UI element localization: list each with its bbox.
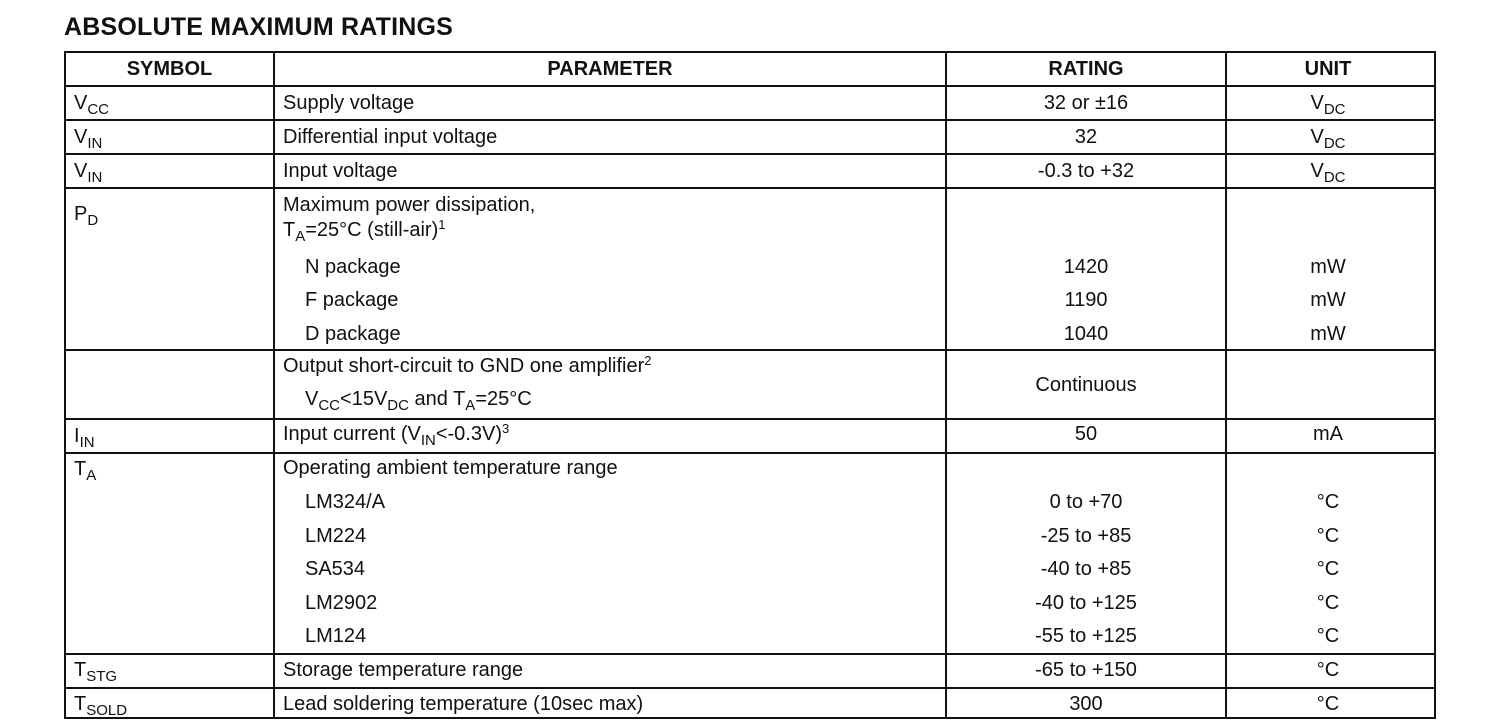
param-power-condition: $T_A=25^\circ C$ (still-air)$^1$ [283,217,446,245]
symbol-iin: $I_{IN}$ [74,425,95,451]
unit-device-temperature: °C [1316,525,1340,547]
rating-device-temperature: 0 to +70 [1049,491,1123,513]
unit-package: mW [1310,256,1346,278]
rating-package: 1190 [1064,289,1108,311]
rating-device-temperature: -55 to +125 [1035,625,1137,647]
symbol-ta: $T_A$ [74,458,97,484]
unit-supply-voltage: $V_{DC}$ [1310,92,1346,118]
row-divider [66,153,1434,155]
rating-supply-voltage: 32 or ±16 [1043,92,1129,114]
row-divider [66,687,1434,689]
symbol-tstg: $T_{STG}$ [74,659,118,685]
header-rating: RATING [1048,58,1124,80]
header-unit: UNIT [1304,58,1352,80]
header-parameter: PARAMETER [547,58,673,80]
rating-device-temperature: -25 to +85 [1040,525,1132,547]
symbol-vin: $V_{IN}$ [74,126,103,152]
unit-package: mW [1310,289,1346,311]
rating-input-voltage: -0.3 to +32 [1037,160,1135,182]
unit-input-current: mA [1313,423,1343,445]
row-divider [66,452,1434,454]
header-symbol: SYMBOL [126,58,213,80]
rating-output-short-circuit: Continuous [1035,374,1137,396]
param-max-power-dissipation: Maximum power dissipation, [283,194,536,216]
unit-device-temperature: °C [1316,491,1340,513]
param-operating-temperature: Operating ambient temperature range [283,457,618,479]
row-divider [66,119,1434,121]
param-device: SA534 [305,558,366,580]
symbol-tsold: $T_{SOLD}$ [74,693,128,719]
symbol-vcc: $V_{CC}$ [74,92,110,118]
param-package: D package [305,323,401,345]
param-short-circuit-condition: $V_{CC}<15V_{DC}$ and $T_A=25^\circ C$ [305,388,532,414]
rating-lead-soldering-temperature: 300 [1069,693,1103,715]
column-divider [1225,53,1227,717]
row-divider [66,653,1434,655]
unit-input-voltage: $V_{DC}$ [1310,160,1346,186]
unit-storage-temperature: °C [1316,659,1340,681]
param-output-short-circuit: Output short-circuit to GND one amplifier$^2$ [283,353,652,377]
rating-device-temperature: -40 to +85 [1040,558,1132,580]
rating-storage-temperature: -65 to +150 [1035,659,1137,681]
unit-lead-soldering-temperature: °C [1316,693,1340,715]
unit-device-temperature: °C [1316,625,1340,647]
rating-differential-input-voltage: 32 [1074,126,1098,148]
param-storage-temperature: Storage temperature range [283,659,524,681]
param-package: N package [305,256,401,278]
param-lead-soldering-temperature: Lead soldering temperature (10sec max) [283,693,644,715]
param-differential-input-voltage: Differential input voltage [283,126,498,148]
unit-device-temperature: °C [1316,558,1340,580]
param-device: LM224 [305,525,367,547]
unit-differential-input-voltage: $V_{DC}$ [1310,126,1346,152]
param-supply-voltage: Supply voltage [283,92,415,114]
column-divider [273,53,275,717]
rating-package: 1420 [1063,256,1109,278]
row-divider [66,85,1434,87]
param-device: LM124 [305,625,367,647]
rating-device-temperature: -40 to +125 [1035,592,1137,614]
param-device: LM324/A [305,491,386,513]
rating-package: 1040 [1063,323,1109,345]
symbol-vin: $V_{IN}$ [74,160,103,186]
param-package: F package [305,289,399,311]
row-divider [66,349,1434,351]
column-divider [945,53,947,717]
rating-input-current: 50 [1074,423,1098,445]
param-input-voltage: Input voltage [283,160,398,182]
unit-package: mW [1310,323,1346,345]
ratings-table [64,51,1436,719]
param-input-current: Input current $(V_{IN}<-0.3V)^3$ [283,421,510,449]
symbol-pd: $P_D$ [74,203,99,229]
row-divider [66,187,1434,189]
row-divider [66,418,1434,420]
unit-device-temperature: °C [1316,592,1340,614]
page-title: ABSOLUTE MAXIMUM RATINGS [64,13,454,41]
param-device: LM2902 [305,592,378,614]
